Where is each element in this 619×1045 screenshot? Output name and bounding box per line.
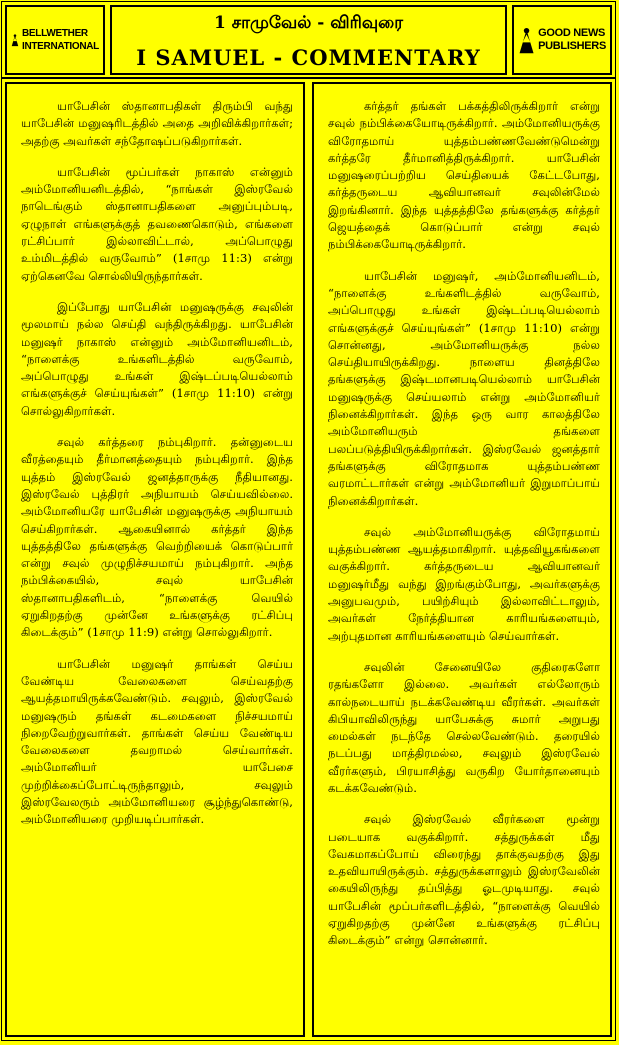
good-news-logo-line1: GOOD NEWS (538, 27, 606, 39)
content-columns (5, 82, 612, 1037)
paragraph: யாபேசின் மூப்பர்கள் நாகாஸ் என்னும் அம்மோனியனிடத்தில், “நாங்கள் இஸ்ரவேல் நாடெங்கும் ஸ்தானாபதிகளை அனுப்பும்படி, ஏழுநாள் எங்களுக்குத் தவணைகொடும், எங்களை ரட்சிப்பார் இல்லாவிட்டால், அப்பொழுது உம்மிடத்தில் வருவோம்” (1சாமு 11:3) என்று ஏற்கெனவே சொல்லியிருந்தார்கள். (21, 164, 293, 283)
right-column (312, 82, 612, 1037)
bellwether-logo (5, 5, 105, 75)
paragraph: சவுல் கர்த்தரை நம்புகிறார். தன்னுடைய வீரத்தையும் தீர்மானத்தையும் நம்புகிறார். இந்த யுத்தம் இஸ்ரவேல் ஜனத்தாருக்கு நீதியானது. இஸ்ரவேல் புத்திரர் அநியாயம் செய்யவில்லை. அம்மோனியரே யாபேசின் மனுஷருக்கு அநியாயம் செய்கிறார்கள். ஆகையினால் கர்த்தர் இந்த யுத்தத்திலே தங்களுக்கு வெற்றியைக் கொடுப்பார் என்று சவுல் முழுநிச்சயமாய் நம்புகிறார். அந்த நம்பிக்கையில், சவுல் யாபேசின் ஸ்தானாபதிகளிடம், “நாளைக்கு வெயில் ஏறுகிறதற்கு முன்னே உங்களுக்கு ரட்சிப்பு கிடைக்கும்” (1சாமு 11:9) என்று சொல்லுகிறார். (21, 435, 293, 640)
good-news-logo-line2: PUBLISHERS (538, 40, 606, 52)
paragraph: யாபேசின் ஸ்தானாபதிகள் திரும்பி வந்து யாபேசின் மனுஷரிடத்தில் அதை அறிவிக்கிறார்கள்; அதற்கு அவர்கள் சந்தோஷப்படுகிறார்கள். (21, 99, 293, 148)
page-title-tamil: 1 சாமுவேல் - விரிவுரை (214, 13, 403, 33)
title-box (110, 5, 507, 75)
mountain-figure-logo-icon (518, 23, 535, 57)
mountain-figure-logo-icon (11, 23, 19, 57)
paragraph: சவுல் இஸ்ரவேல் வீரர்களை மூன்று படையாக வகுக்கிறார். சத்துருக்கள் மீது வேகமாகப்போய் விரைந்து தாக்குவதற்கு இது உதவியாயிருக்கும். சத்துருக்களாலும் இஸ்ரவேலின் கையிலிருந்து தப்பித்து ஓடமுடியாது. சவுல் யாபேசின் மூப்பர்களிடத்தில், “நாளைக்கு வெயில் ஏறுகிறதற்கு முன்னே உங்களுக்கு ரட்சிப்பு கிடைக்கும்” என்று சொன்னார். (328, 812, 600, 948)
bellwether-logo-line2: INTERNATIONAL (21, 41, 99, 52)
paragraph: இப்போது யாபேசின் மனுஷருக்கு சவுலின் மூலமாய் நல்ல செய்தி வந்திருக்கிறது. யாபேசின் மனுஷர் நாகாஸ் என்னும் அம்மோனியனிடம், “நாளைக்கு உங்களிடத்தில் வருவோம், அப்பொழுது உங்கள் இஷ்டப்படியெல்லாம் எங்களுக்குச் செய்யுங்கள்” (1சாமு 11:10) என்று சொல்லுகிறார்கள். (21, 299, 293, 418)
page-header (2, 2, 615, 79)
page-title-english: I SAMUEL - COMMENTARY (136, 45, 481, 70)
good-news-logo (512, 5, 612, 75)
paragraph: யாபேசின் மனுஷர் தாங்கள் செய்ய வேண்டிய வேலைகளை செய்வதற்கு ஆயத்தமாயிருக்கவேண்டும். சவுலும், இஸ்ரவேல் மனுஷரும் தங்கள் கடமைகளை நிச்சயமாய் நிறைவேற்றுவார்கள். தாங்கள் செய்ய வேண்டிய வேலைகளை தவறாமல் செய்வார்கள். அம்மோனியர் யாபேசை முற்றிக்கைப்போட்டிருந்தாலும், சவுலும் இஸ்ரவேலரும் அம்மோனியரை சூழ்ந்துகொண்டு, அம்மோனியரை முறியடிப்பார்கள். (21, 656, 293, 827)
paragraph: சவுல் அம்மோனியருக்கு விரோதமாய் யுத்தம்பண்ண ஆயத்தமாகிறார். யுத்தவியூகங்களை வகுக்கிறார். கர்த்தருடைய ஆவியானவர் மனுஷர்மீது வந்து இறங்கும்போது, அவர்களுக்கு அனுபவமும், பயிற்சியும் இல்லாவிட்டாலும், அவர்கள் நேர்த்தியான காரியங்களையும், அற்புதமான காரியங்களையும் செய்வார்கள். (328, 524, 600, 643)
page (1, 1, 616, 1041)
paragraph: கர்த்தர் தங்கள் பக்கத்திலிருக்கிறார் என்று சவுல் நம்பிக்கையோடிருக்கிறார். அம்மோனியருக்கு விரோதமாய் யுத்தம்பண்ணவேண்டுமென்று கர்த்தரே தீர்மானித்திருக்கிறார். யாபேசின் மனுஷரைப்பற்றிய செய்தியைக் கேட்டபோது, கர்த்தருடைய ஆவியானவர் சவுலின்மேல் இறங்கினார். இந்த யுத்தத்திலே தங்களுக்கு கர்த்தர் ஜெயத்தைக் கொடுப்பார் என்று சவுல் நம்பிக்கையோடிருக்கிறார். (328, 99, 600, 252)
bellwether-logo-line1: BELLWETHER (21, 28, 88, 39)
paragraph: சவுலின் சேனையிலே குதிரைகளோ ரதங்களோ இல்லை. அவர்கள் எல்லோரும் கால்நடையாய் நடக்கவேண்டிய வீரர்கள். அவர்கள் கிபியாவிலிருந்து யாபேசுக்கு சுமார் அறுபது மைல்கள் நடந்தே செல்லவேண்டும். தரையில் நடப்பது மாத்திரமல்ல, சவுலும் இஸ்ரவேல் வீரர்களும், பிரயாசித்து வருகிற யோர்தானையும் கடக்கவேண்டும். (328, 659, 600, 795)
paragraph: யாபேசின் மனுஷர், அம்மோனியனிடம், “நாளைக்கு உங்களிடத்தில் வருவோம், அப்பொழுது உங்கள் இஷ்டப்படியெல்லாம் எங்களுக்குச் செய்யுங்கள்” (1சாமு 11:10) என்று சொன்னது, அம்மோனியருக்கு நல்ல செய்தியாயிருக்கிறது. நாளைய தினத்திலே தங்களுக்கு இஷ்டமானபடியெல்லாம் யாபேசின் மனுஷருக்கு செய்யலாம் என்று அம்மோனியர் நினைக்கிறார்கள். இந்த ஒரு வார காலத்திலே அம்மோனியரும் தங்களை பலப்படுத்தியிருக்கிறார்கள். இஸ்ரவேல் ஜனத்தார் தங்களுக்கு விரோதமாக யுத்தம்பண்ண வரமாட்டார்கள் என்று அம்மோனியர் இறுமாப்பாய் நினைக்கிறார்கள். (328, 268, 600, 508)
left-column (5, 82, 305, 1037)
